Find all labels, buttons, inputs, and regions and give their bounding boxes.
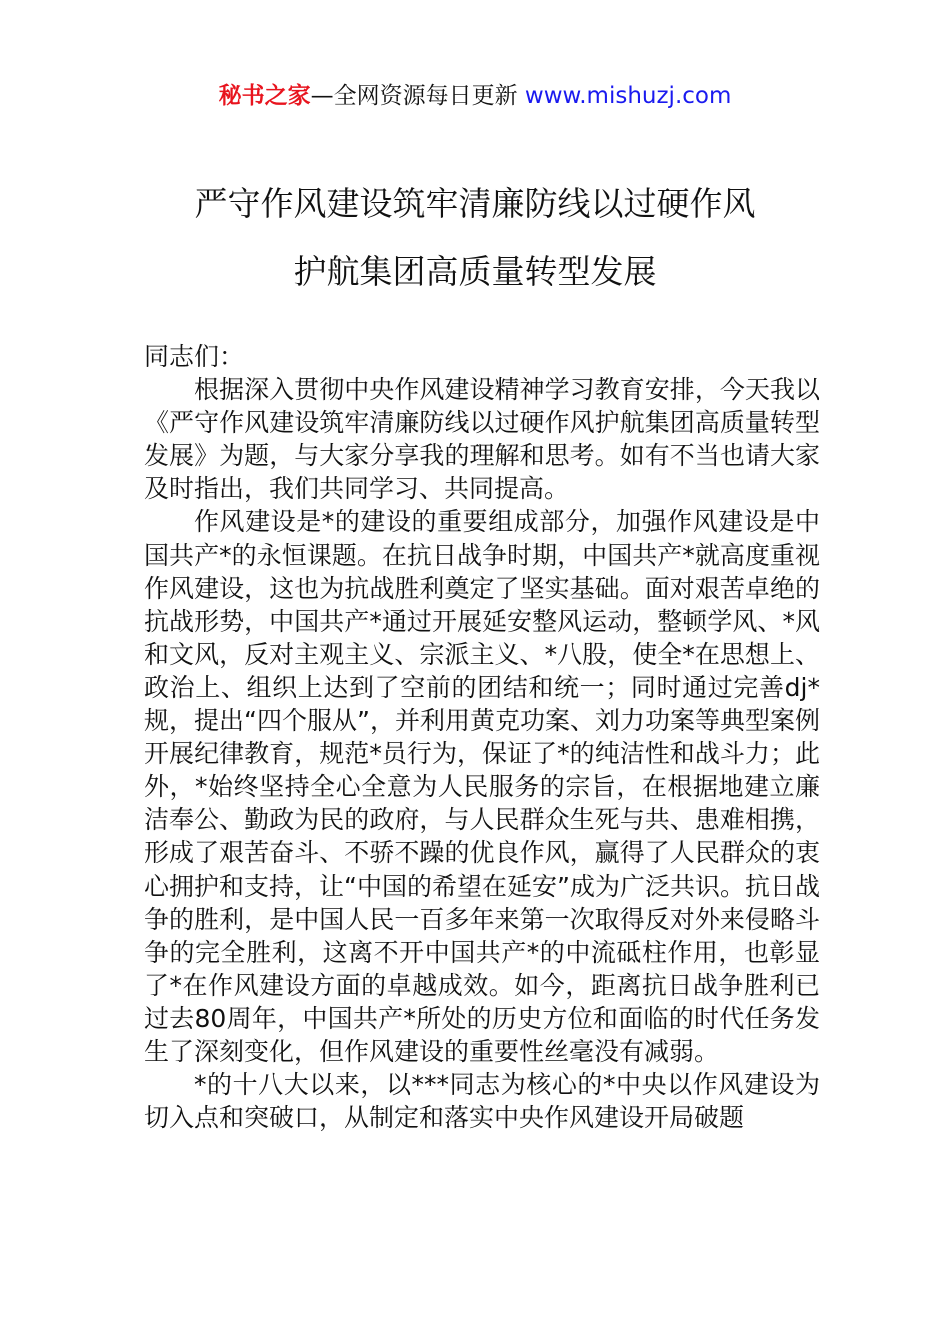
- paragraph-1: 根据深入贯彻中央作风建设精神学习教育安排，今天我以《严守作风建设筑牢清廉防线以过硬作风护航集团高质量转型发展》为题，与大家分享我的理解和思考。如有不当也请大家及时指出，我们共同学习、共同提高。: [144, 375, 820, 504]
- site-tagline: —全网资源每日更新: [310, 83, 525, 109]
- salutation: 同志们：: [144, 342, 245, 371]
- document-title-line-2: 护航集团高质量转型发展: [293, 252, 657, 291]
- document-body: [144, 340, 820, 1134]
- site-url-link[interactable]: www.mishuzj.com: [524, 83, 732, 109]
- site-header: [0, 80, 950, 112]
- paragraph-3: *的十八大以来，以***同志为核心的*中央以作风建设为切入点和突破口，从制定和落实中央作风建设开局破题: [144, 1070, 820, 1133]
- paragraph-2: 作风建设是*的建设的重要组成部分，加强作风建设是中国共产*的永恒课题。在抗日战争时期，中国共产*就高度重视作风建设，这也为抗战胜利奠定了坚实基础。面对艰苦卓绝的抗战形势，中国共产*通过开展延安整风运动，整顿学风、*风和文风，反对主观主义、宗派主义、*八股，使全*在思想上、政治上、组织上达到了空前的团结和统一；同时通过完善dj*规，提出“四个服从”，并利用黄克功案、刘力功案等典型案例开展纪律教育，规范*员行为，保证了*的纯洁性和战斗力；此外，*始终坚持全心全意为人民服务的宗旨，在根据地建立廉洁奉公、勤政为民的政府，与人民群众生死与共、患难相携，形成了艰苦奋斗、不骄不躁的优良作风，赢得了人民群众的衷心拥护和支持，让“中国的希望在延安”成为广泛共识。抗日战争的胜利，是中国人民一百多年来第一次取得反对外来侵略斗争的完全胜利，这离不开中国共产*的中流砥柱作用，也彰显了*在作风建设方面的卓越成效。如今，距离抗日战争胜利已过去80周年，中国共产*所处的历史方位和面临的时代任务发生了深刻变化，但作风建设的重要性丝毫没有减弱。: [144, 507, 820, 1066]
- document-title-line-1: 严守作风建设筑牢清廉防线以过硬作风: [194, 184, 756, 223]
- site-brand: 秘书之家: [218, 83, 311, 109]
